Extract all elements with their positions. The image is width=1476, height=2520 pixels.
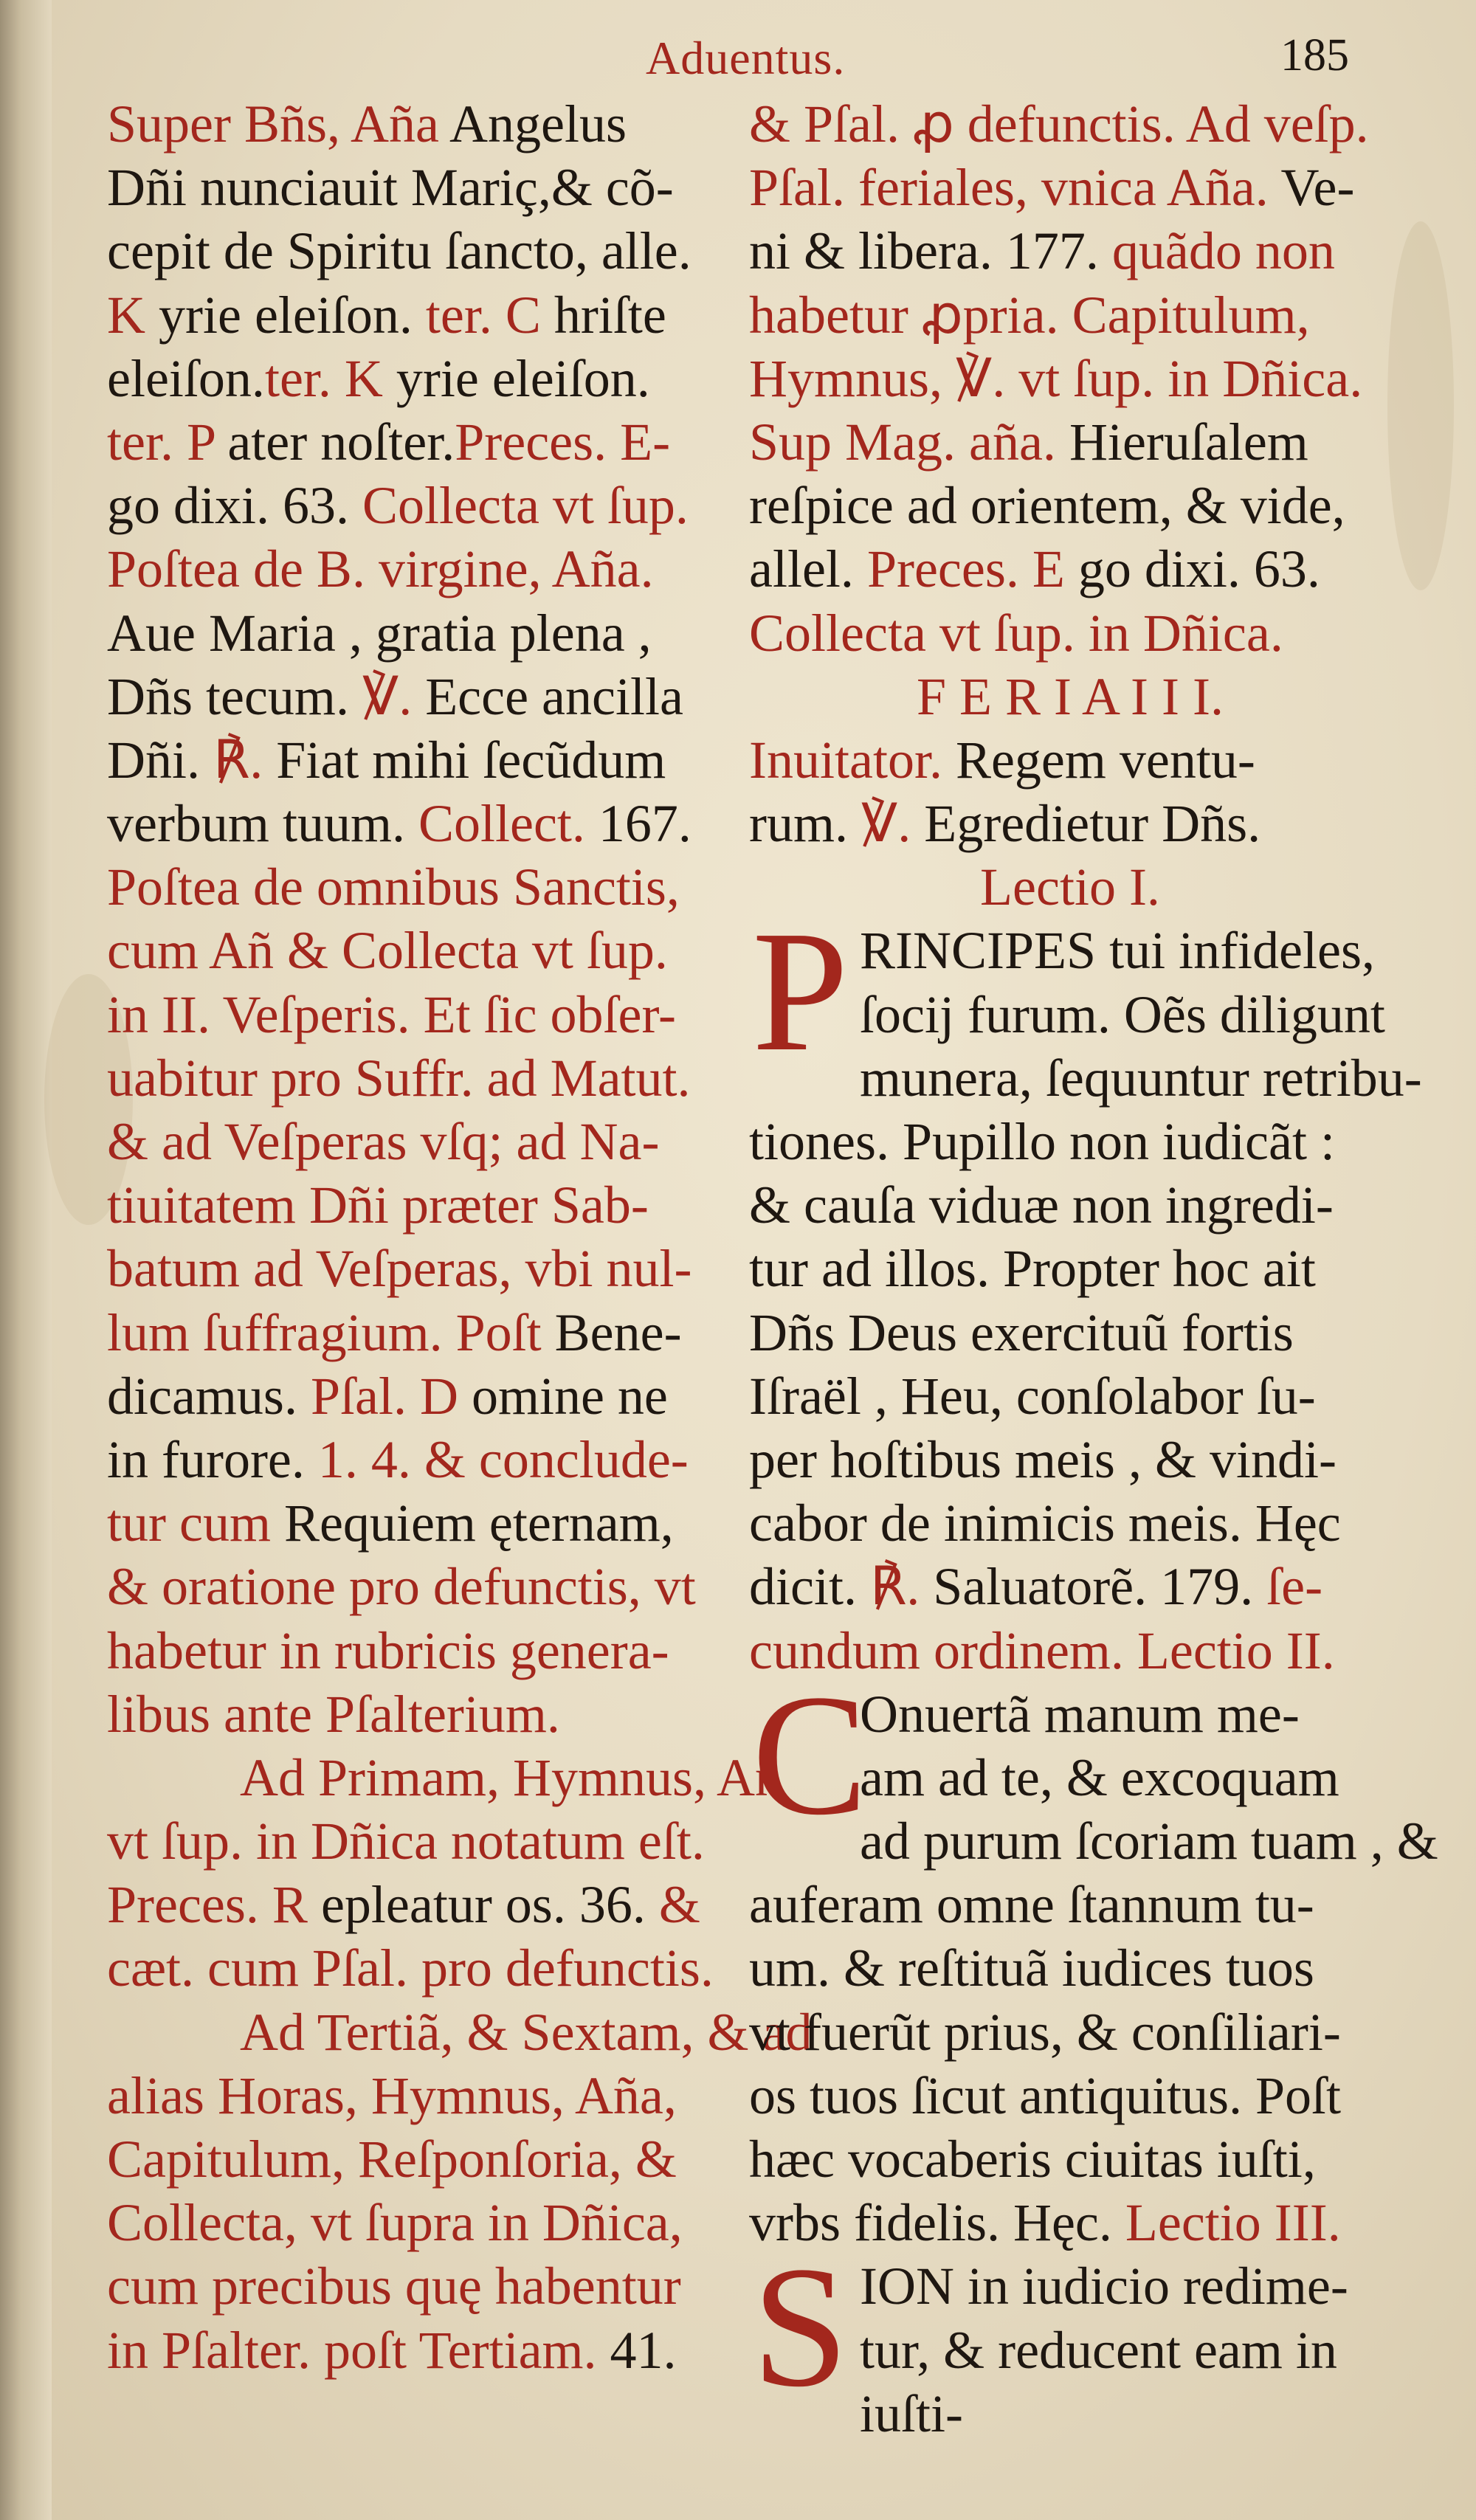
- rubric-text: ℣.: [861, 794, 925, 854]
- body-text: cabor de inimicis meis. Hęc: [749, 1494, 1341, 1553]
- rubric-text: Sup Mag. aña.: [749, 412, 1069, 472]
- text-line: [107, 919, 734, 982]
- body-text: Requiem ęternam,: [283, 1494, 674, 1553]
- text-line: [107, 855, 734, 919]
- body-text: ni & libera. 177.: [749, 221, 1112, 281]
- rubric-text: Super Bñs, Aña: [107, 94, 450, 153]
- page-header: [0, 22, 1476, 84]
- rubric-text: Pſal. D: [310, 1366, 472, 1426]
- text-line: [107, 1619, 734, 1682]
- rubric-text: uabitur pro Suffr. ad Matut.: [107, 1048, 691, 1108]
- body-text: ION in iudicio redime-: [860, 2257, 1348, 2316]
- rubric-text: quãdo non: [1111, 221, 1335, 281]
- body-text: Dñi.: [107, 730, 213, 790]
- rubric-text: Hymnus, ℣. vt ſup. in Dñica.: [749, 348, 1363, 408]
- body-text: Fiat mihi ſecũdum: [276, 730, 666, 790]
- body-text: Aue Maria , gratia plena ,: [107, 603, 652, 663]
- text-line: [749, 792, 1391, 855]
- body-text: tur ad illos. Propter hoc ait: [749, 1239, 1316, 1299]
- body-text: dicit.: [749, 1557, 870, 1617]
- text-line: [107, 1936, 734, 2000]
- rubric-text: Inuitator.: [749, 730, 956, 790]
- text-line: [107, 283, 734, 347]
- text-line: [107, 1364, 734, 1428]
- text-line: [749, 1936, 1391, 2000]
- text-line: [107, 2254, 734, 2318]
- rubric-text: cundum ordinem. Lectio II.: [749, 1620, 1335, 1680]
- drop-cap-c: C: [752, 1658, 868, 1851]
- text-line: [749, 1110, 1391, 1173]
- text-line: [107, 156, 734, 219]
- rubric-text: Collect.: [418, 794, 599, 854]
- body-text: Regem ventu-: [955, 730, 1255, 790]
- rubric-text: batum ad Veſperas, vbi nul-: [107, 1239, 692, 1299]
- rubric-text: libus ante Pſalterium.: [107, 1684, 560, 1744]
- text-line: [107, 1682, 734, 1746]
- body-text: go dixi. 63.: [107, 476, 363, 536]
- rubric-text: habetur ꝓpria. Capitulum,: [749, 285, 1310, 345]
- text-line: [749, 1173, 1391, 1237]
- text-line: [107, 92, 734, 156]
- right-column-top: [749, 92, 1391, 919]
- text-line: [749, 1491, 1391, 1555]
- body-text: in furore.: [107, 1429, 318, 1489]
- rubric-text: Collecta, vt ſupra in Dñica,: [107, 2193, 683, 2253]
- text-line: [749, 219, 1391, 283]
- body-text: Onuertã manum me-: [860, 1684, 1300, 1744]
- right-column: [749, 92, 1438, 2445]
- rubric-text: in Pſalter. poſt Tertiam.: [107, 2320, 610, 2380]
- text-line: [107, 1873, 734, 1936]
- body-text: omine ne: [471, 1366, 668, 1426]
- body-text: yrie eleiſon.: [159, 285, 426, 345]
- rubric-text: lum ſuffragium. Poſt: [107, 1302, 555, 1362]
- page-number: 185: [1280, 30, 1349, 80]
- body-text: am ad te, & excoquam: [860, 1747, 1339, 1807]
- rubric-text: Poſtea de omnibus Sanctis,: [107, 857, 680, 917]
- rubric-text: cum precibus quę habentur: [107, 2257, 681, 2316]
- text-line: [107, 2127, 734, 2191]
- text-line: [749, 283, 1391, 347]
- rubric-text: & Pſal. ꝓ defunctis. Ad veſp.: [749, 94, 1369, 153]
- text-line: [749, 601, 1391, 665]
- rubric-text: ter. C: [425, 285, 554, 345]
- body-text: tur, & reducent eam in: [860, 2320, 1337, 2380]
- text-line: [749, 410, 1391, 474]
- body-text: go dixi. 63.: [1077, 539, 1320, 599]
- body-text: verbum tuum.: [107, 794, 418, 854]
- rubric-text: Pſal. feriales, vnica Aña.: [749, 158, 1281, 218]
- text-line: [107, 665, 734, 728]
- rubric-text: ſe-: [1266, 1557, 1323, 1617]
- rubric-text: 1. 4. & conclude-: [317, 1429, 689, 1489]
- text-line: [107, 728, 734, 792]
- text-line: [107, 1428, 734, 1491]
- body-text: ater noſter.: [227, 412, 455, 472]
- drop-cap-s: S: [752, 2231, 849, 2423]
- rubric-text: Preces. E-: [455, 412, 671, 472]
- text-line: [749, 156, 1391, 219]
- text-line: [749, 537, 1391, 601]
- text-line: [107, 601, 734, 665]
- body-text: epleatur os. 36.: [320, 1875, 659, 1935]
- text-line: [107, 792, 734, 855]
- body-text: Ecce ancilla: [425, 666, 683, 726]
- text-line: [107, 1746, 782, 1809]
- body-text: Dñs Deus exercituũ fortis: [749, 1302, 1294, 1362]
- body-text: ſocij furum. Oẽs diligunt: [860, 984, 1385, 1044]
- text-line: [749, 2191, 1391, 2254]
- body-text: Bene-: [554, 1302, 682, 1362]
- body-text: 41.: [610, 2320, 677, 2380]
- rubric-text: alias Horas, Hymnus, Aña,: [107, 2065, 677, 2125]
- rubric-text: ℟.: [869, 1557, 934, 1617]
- rubric-text: ter. K: [264, 348, 396, 408]
- rubric-text: habetur in rubricis genera-: [107, 1620, 669, 1680]
- text-line: [107, 219, 734, 283]
- body-text: um. & reſtituã iudices tuos: [749, 1939, 1314, 1998]
- rubric-text: Ad Tertiã, & Sextam, & ad: [240, 2002, 813, 2062]
- body-text: munera, ſequuntur retribu-: [860, 1048, 1422, 1108]
- body-text: Hieruſalem: [1069, 412, 1308, 472]
- text-line: [107, 2064, 734, 2127]
- text-line: [107, 983, 734, 1046]
- text-line: [107, 1491, 734, 1555]
- rubric-text: Ad Primam, Hymnus, Añ: [240, 1747, 782, 1807]
- text-line: [107, 410, 734, 474]
- rubric-text: Collecta vt ſup.: [362, 476, 689, 536]
- rubric-text: K: [107, 285, 159, 345]
- body-text: Ve-: [1280, 158, 1355, 218]
- rubric-text: in II. Veſperis. Et ſic obſer-: [107, 984, 677, 1044]
- text-line: [749, 1237, 1391, 1300]
- rubric-text: Capitulum, Reſponſoria, &: [107, 2130, 677, 2189]
- body-text: cepit de Spiritu ſancto, alle.: [107, 221, 692, 281]
- body-text: RINCIPES tui infideles,: [860, 921, 1375, 981]
- text-line: [749, 1555, 1391, 1618]
- text-line: [749, 474, 1391, 537]
- body-text: & cauſa viduæ non ingredi-: [749, 1176, 1334, 1235]
- rubric-text: tiuitatem Dñi præter Sab-: [107, 1176, 649, 1235]
- body-text: yrie eleiſon.: [396, 348, 650, 408]
- text-line: [749, 728, 1391, 792]
- body-text: allel.: [749, 539, 867, 599]
- body-text: Dñi nunciauit Mariç,& cõ-: [107, 158, 674, 218]
- rubric-text: &: [658, 1875, 700, 1935]
- rubric-text: Preces. R: [107, 1875, 321, 1935]
- body-text: hriſte: [554, 285, 666, 345]
- rubric-text: ℣.: [362, 666, 426, 726]
- rubric-text: vt ſup. in Dñica notatum eſt.: [107, 1812, 705, 1871]
- text-line: [749, 665, 1391, 728]
- text-line: [107, 1046, 734, 1110]
- text-line: [749, 92, 1391, 156]
- text-line: [107, 2319, 734, 2382]
- body-text: Dñs tecum.: [107, 666, 362, 726]
- text-line: [107, 1809, 734, 1873]
- text-line: [107, 1555, 734, 1618]
- page-gutter: [0, 0, 52, 2520]
- rubric-text: ter. P: [107, 412, 228, 472]
- body-text: hæc vocaberis ciuitas iuſti,: [749, 2130, 1316, 2189]
- text-line: [107, 1301, 734, 1364]
- body-text: vt fuerũt prius, & conſiliari-: [749, 2002, 1341, 2062]
- body-text: Iſraël , Heu, conſolabor ſu-: [749, 1366, 1316, 1426]
- rubric-text: & ad Veſperas vſq; ad Na-: [107, 1112, 660, 1171]
- text-line: [749, 1428, 1391, 1491]
- body-text: rum.: [749, 794, 861, 854]
- rubric-text: & oratione pro defunctis, vt: [107, 1557, 696, 1617]
- lectio-2-block: [749, 1658, 1438, 2255]
- text-line: [749, 2127, 1391, 2191]
- body-text: eleiſon.: [107, 348, 265, 408]
- body-text: auferam omne ſtannum tu-: [749, 1875, 1314, 1935]
- paper-stain: [1387, 221, 1454, 590]
- text-line: [749, 2064, 1391, 2127]
- body-text: reſpice ad orientem, & vide,: [749, 476, 1345, 536]
- rubric-text: Poſtea de B. virgine, Aña.: [107, 539, 654, 599]
- rubric-text: Lectio III.: [1125, 2193, 1341, 2253]
- body-text: ad purum ſcoriam tuam , &: [860, 1812, 1438, 1871]
- body-text: Egredietur Dñs.: [924, 794, 1261, 854]
- rubric-text: Preces. E: [866, 539, 1078, 599]
- text-line: [749, 1619, 1391, 1682]
- text-line: [749, 1301, 1391, 1364]
- text-line: [749, 1364, 1391, 1428]
- body-text: os tuos ſicut antiquitus. Poſt: [749, 2065, 1342, 2125]
- text-line: [107, 1110, 734, 1173]
- text-line: [107, 1173, 734, 1237]
- body-text: iuſti-: [860, 2383, 963, 2443]
- drop-cap-p: P: [752, 895, 849, 1088]
- body-text: vrbs fidelis. Hęc.: [749, 2193, 1125, 2253]
- text-line: [107, 537, 734, 601]
- body-text: per hoſtibus meis , & vindi-: [749, 1429, 1337, 1489]
- rubric-text: Collecta vt ſup. in Dñica.: [749, 603, 1283, 663]
- lectio-3-block: [749, 2231, 1391, 2445]
- rubric-text: tur cum: [107, 1494, 284, 1553]
- body-text: Saluatorẽ. 179.: [933, 1557, 1267, 1617]
- text-line: [107, 2001, 813, 2064]
- rubric-text: F E R I A I I I.: [916, 666, 1224, 726]
- body-text: 167.: [598, 794, 692, 854]
- text-line: [749, 2001, 1391, 2064]
- rubric-text: cum Añ & Collecta vt ſup.: [107, 921, 668, 981]
- rubric-text: cæt. cum Pſal. pro defunctis.: [107, 1939, 714, 1998]
- body-text: dicamus.: [107, 1366, 311, 1426]
- lectio-1-block: [749, 895, 1422, 1682]
- text-line: [107, 2191, 734, 2254]
- rubric-text: ℟.: [213, 730, 277, 790]
- text-line: [749, 1873, 1391, 1936]
- body-text: Angelus: [449, 94, 627, 153]
- text-line: [107, 1237, 734, 1300]
- rubric-text: Lectio I.: [980, 857, 1160, 917]
- text-line: [107, 347, 734, 410]
- body-text: tiones. Pupillo non iudicãt :: [749, 1112, 1335, 1171]
- text-line: [107, 474, 734, 537]
- text-line: [749, 347, 1391, 410]
- running-head: Aduentus.: [646, 32, 846, 84]
